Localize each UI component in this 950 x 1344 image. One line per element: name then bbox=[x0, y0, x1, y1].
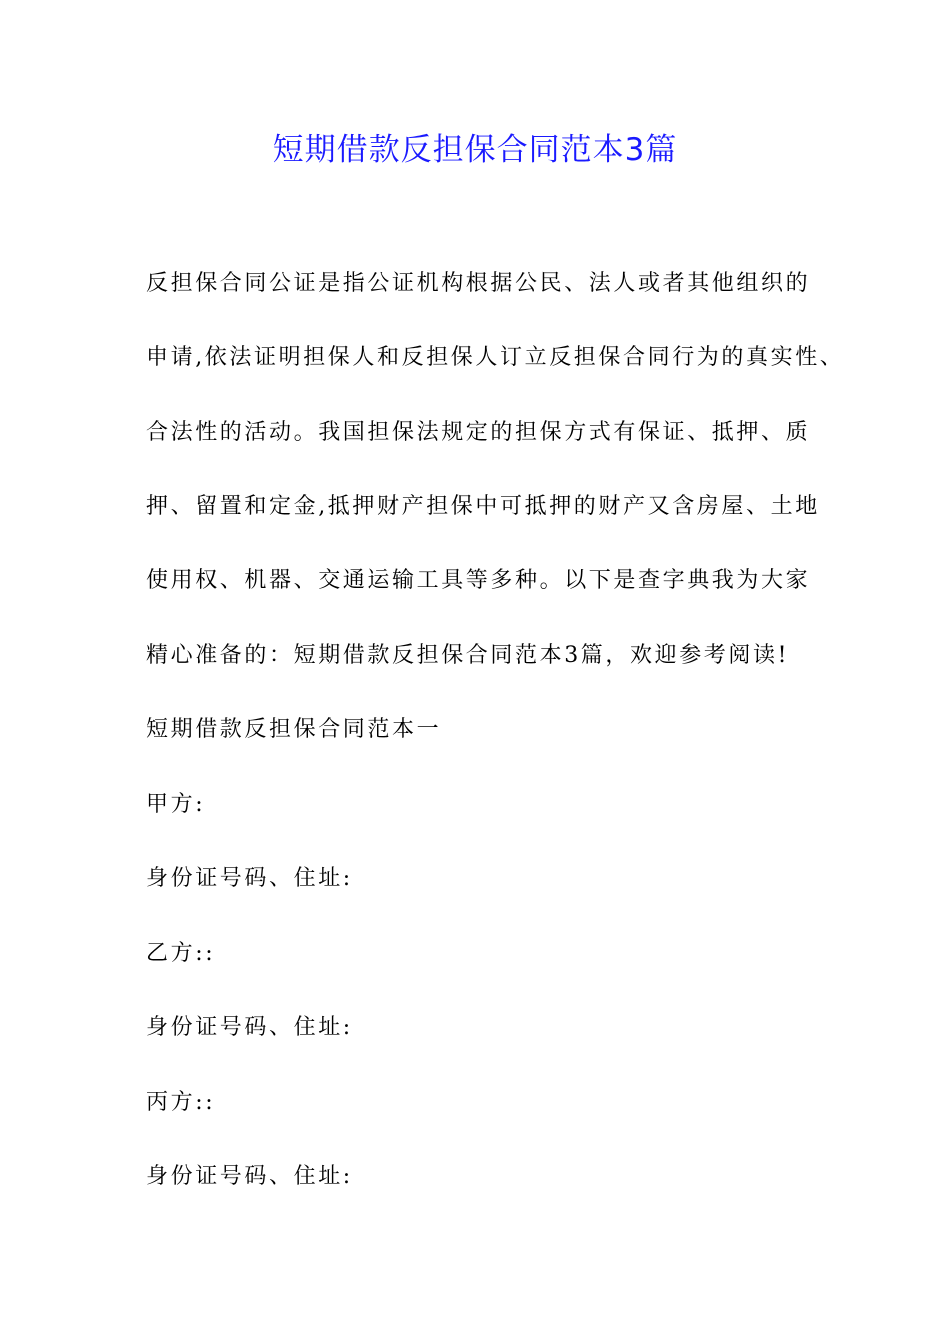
party-b-id-address: 身份证号码、住址: bbox=[146, 1015, 353, 1040]
intro-line-3: 合法性的活动。我国担保法规定的担保方式有保证、抵押、质 bbox=[146, 420, 811, 445]
document-title: 短期借款反担保合同范本3篇 bbox=[272, 132, 678, 168]
party-c-id-address: 身份证号码、住址: bbox=[146, 1164, 353, 1189]
intro-line-1: 反担保合同公证是指公证机构根据公民、法人或者其他组织的 bbox=[146, 271, 811, 296]
intro-line-5: 使用权、机器、交通运输工具等多种。以下是查字典我为大家 bbox=[146, 568, 811, 593]
party-a-label: 甲方: bbox=[146, 792, 206, 817]
intro-line-4: 押、留置和定金,抵押财产担保中可抵押的财产又含房屋、土地 bbox=[146, 494, 820, 519]
party-b-label: 乙方:: bbox=[146, 941, 216, 966]
party-a-id-address: 身份证号码、住址: bbox=[146, 866, 353, 891]
intro-line-2: 申请,依法证明担保人和反担保人订立反担保合同行为的真实性、 bbox=[146, 345, 845, 370]
party-c-label: 丙方:: bbox=[146, 1090, 216, 1115]
section-heading: 短期借款反担保合同范本一 bbox=[146, 717, 442, 742]
intro-line-6: 精心准备的：短期借款反担保合同范本3篇，欢迎参考阅读! bbox=[146, 643, 790, 668]
